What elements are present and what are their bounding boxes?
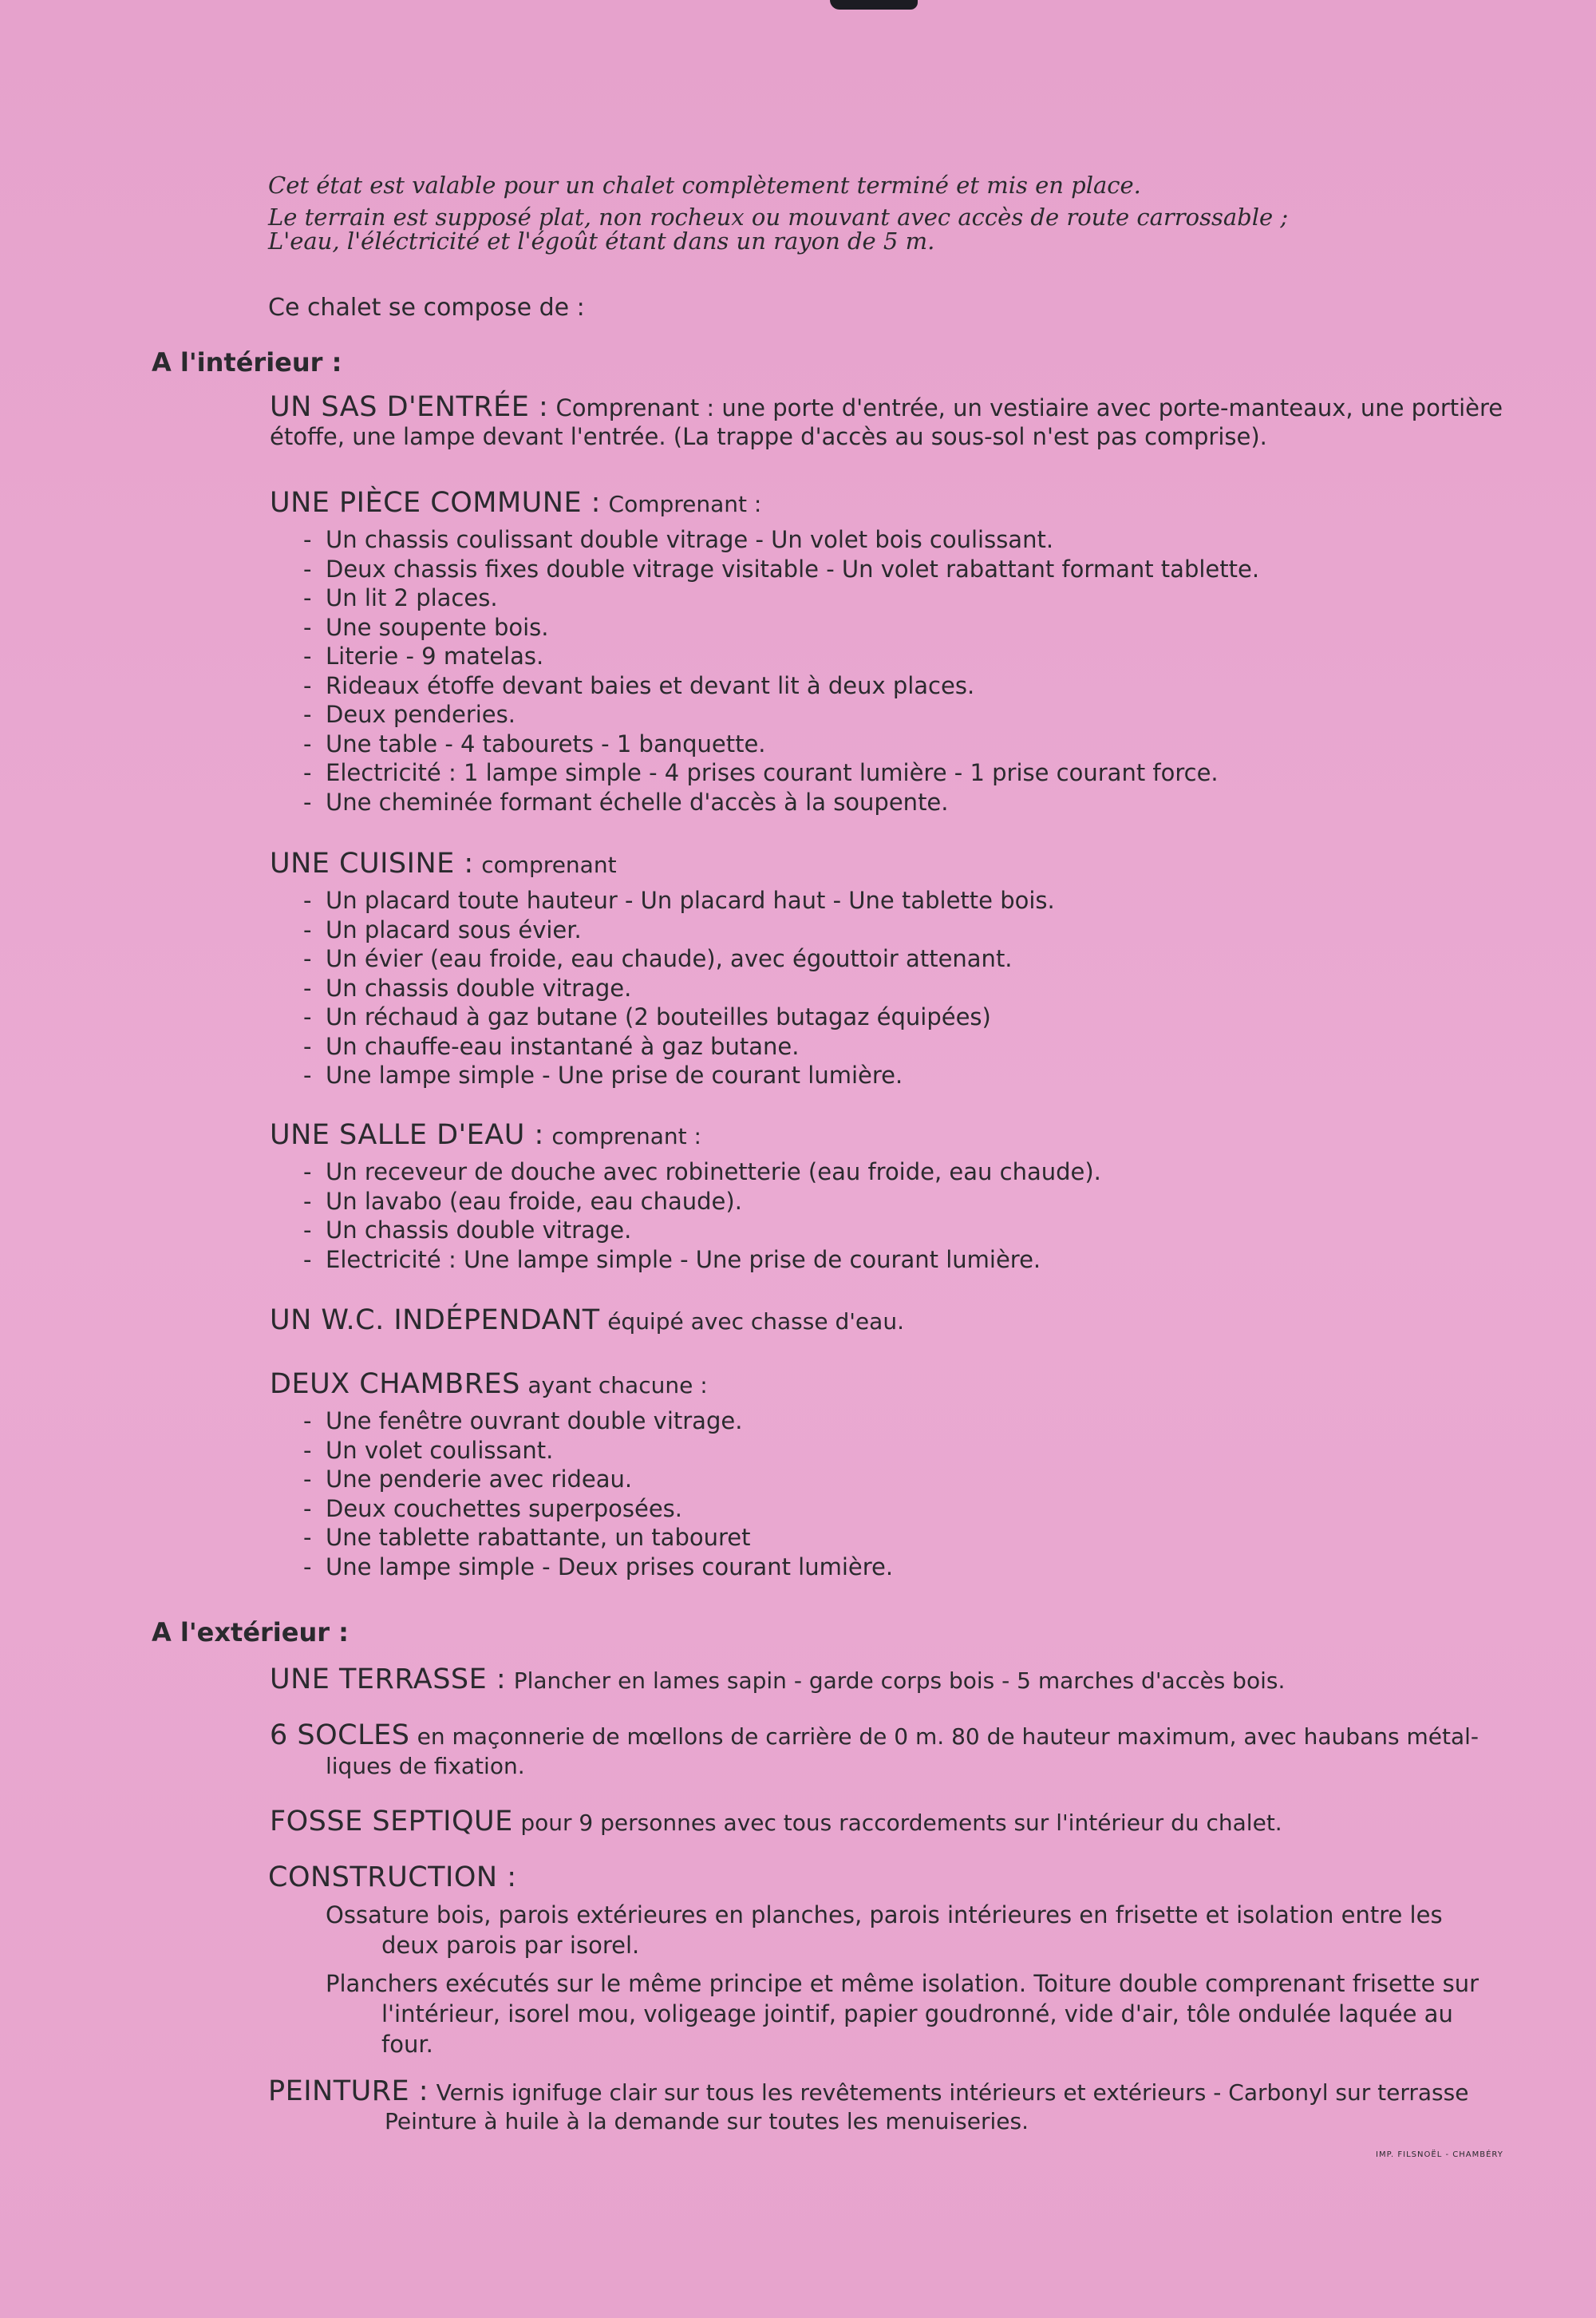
list-item: - Un chassis double vitrage. <box>326 974 1547 1003</box>
section-salle-d-eau <box>270 1119 1547 1274</box>
list-item: - Un lavabo (eau froide, eau chaude). <box>326 1187 1547 1216</box>
list-item: - Une cheminée formant échelle d'accès à la soupente. <box>326 788 1547 817</box>
compose-line: Ce chalet se compose de : <box>268 294 585 322</box>
intro-line-3: L'eau, l'éléctricité et l'égoût étant dans un rayon de 5 m. <box>268 227 935 255</box>
section-wc <box>270 1304 1547 1336</box>
socles-line-1: en maçonnerie de mœllons de carrière de 0 m. 80 de hauteur maximum, avec haubans métal- <box>417 1723 1479 1750</box>
exterior-heading: A l'extérieur : <box>152 1617 349 1648</box>
construction-p2-line-3: four. <box>381 2031 433 2058</box>
chambres-desc: ayant chacune : <box>527 1372 708 1398</box>
peinture-line-2: Peinture à huile à la demande sur toutes les menuiseries. <box>385 2108 1029 2134</box>
printer-imprint: IMP. FILSNOËL - CHAMBÉRY <box>1376 2150 1503 2159</box>
piece-title: UNE PIÈCE COMMUNE : <box>270 487 601 519</box>
section-peinture <box>268 2075 1545 2135</box>
cuisine-items <box>270 886 1547 1090</box>
construction-para-1 <box>326 1900 1545 1960</box>
list-item: - Une penderie avec rideau. <box>326 1465 1547 1494</box>
sas-line-2: étoffe, une lampe devant l'entrée. (La trappe d'accès au sous-sol n'est pas comprise). <box>270 423 1267 450</box>
list-item: - Electricité : Une lampe simple - Une prise de courant lumière. <box>326 1245 1547 1275</box>
list-item: - Deux couchettes superposées. <box>326 1494 1547 1524</box>
fosse-title: FOSSE SEPTIQUE <box>270 1806 513 1837</box>
salle-title: UNE SALLE D'EAU : <box>270 1119 544 1151</box>
interior-heading: A l'intérieur : <box>152 347 342 378</box>
cuisine-title: UNE CUISINE : <box>270 848 474 880</box>
socles-title: 6 SOCLES <box>270 1719 410 1751</box>
section-socles <box>270 1721 1547 1781</box>
intro-line-1: Cet état est valable pour un chalet complètement terminé et mis en place. <box>268 172 1141 199</box>
torn-edge-mark <box>830 0 918 10</box>
peinture-title: PEINTURE : <box>268 2075 429 2107</box>
list-item: - Un chauffe-eau instantané à gaz butane. <box>326 1032 1547 1062</box>
section-chambres <box>270 1368 1547 1581</box>
chambres-items <box>270 1406 1547 1581</box>
list-item: - Un volet coulissant. <box>326 1436 1547 1466</box>
wc-title: UN W.C. INDÉPENDANT <box>270 1304 600 1336</box>
construction-p1-line-2: deux parois par isorel. <box>381 1932 640 1959</box>
list-item: - Une lampe simple - Deux prises courant lumière. <box>326 1553 1547 1582</box>
list-item: - Un évier (eau froide, eau chaude), avec égouttoir attenant. <box>326 944 1547 974</box>
terrasse-desc: Plancher en lames sapin - garde corps bois - 5 marches d'accès bois. <box>513 1667 1286 1694</box>
section-terrasse <box>270 1663 1547 1695</box>
list-item: - Un placard sous évier. <box>326 916 1547 945</box>
fosse-desc: pour 9 personnes avec tous raccordements sur l'intérieur du chalet. <box>520 1810 1282 1836</box>
list-item: - Une fenêtre ouvrant double vitrage. <box>326 1406 1547 1436</box>
list-item: - Deux chassis fixes double vitrage visitable - Un volet rabattant formant tablette. <box>326 555 1547 584</box>
sas-line-1: Comprenant : une porte d'entrée, un vestiaire avec porte-manteaux, une portière <box>555 394 1503 421</box>
intro-line-2: Le terrain est supposé plat, non rocheux ou mouvant avec accès de route carrossable ; <box>268 204 1289 231</box>
list-item: - Une table - 4 tabourets - 1 banquette. <box>326 730 1547 759</box>
salle-desc: comprenant : <box>551 1123 701 1149</box>
list-item: - Deux penderies. <box>326 700 1547 730</box>
list-item: - Electricité : 1 lampe simple - 4 prises courant lumière - 1 prise courant force. <box>326 758 1547 788</box>
section-construction <box>268 1861 1545 2067</box>
wc-desc: équipé avec chasse d'eau. <box>607 1308 904 1335</box>
construction-title: CONSTRUCTION : <box>268 1861 517 1893</box>
list-item: - Un receveur de douche avec robinetterie (eau froide, eau chaude). <box>326 1157 1547 1187</box>
list-item: - Un lit 2 places. <box>326 583 1547 613</box>
section-cuisine <box>270 848 1547 1090</box>
list-item: - Une lampe simple - Une prise de courant lumière. <box>326 1061 1547 1090</box>
section-piece-commune <box>270 487 1547 817</box>
construction-p2-line-2: l'intérieur, isorel mou, voligeage jointif, papier goudronné, vide d'air, tôle ondulée laquée au <box>381 2000 1453 2027</box>
list-item: - Rideaux étoffe devant baies et devant lit à deux places. <box>326 671 1547 701</box>
chambres-title: DEUX CHAMBRES <box>270 1368 520 1400</box>
intro-block <box>268 168 1385 259</box>
section-sas <box>270 393 1547 451</box>
cuisine-desc: comprenant <box>481 852 617 878</box>
list-item: - Une soupente bois. <box>326 613 1547 643</box>
list-item: - Un chassis double vitrage. <box>326 1216 1547 1245</box>
terrasse-title: UNE TERRASSE : <box>270 1663 507 1695</box>
list-item: - Literie - 9 matelas. <box>326 642 1547 671</box>
list-item: - Un chassis coulissant double vitrage - Un volet bois coulissant. <box>326 525 1547 555</box>
salle-items <box>270 1157 1547 1274</box>
section-fosse <box>270 1806 1547 1837</box>
piece-items <box>270 525 1547 817</box>
list-item: - Une tablette rabattante, un tabouret <box>326 1523 1547 1553</box>
construction-p1-line-1: Ossature bois, parois extérieures en planches, parois intérieures en frisette et isolation entre les <box>326 1901 1443 1928</box>
sas-title: UN SAS D'ENTRÉE : <box>270 391 549 423</box>
socles-line-2: liques de fixation. <box>326 1753 525 1779</box>
list-item: - Un réchaud à gaz butane (2 bouteilles butagaz équipées) <box>326 1003 1547 1032</box>
list-item: - Un placard toute hauteur - Un placard haut - Une tablette bois. <box>326 886 1547 916</box>
piece-desc: Comprenant : <box>608 491 762 517</box>
construction-para-2 <box>326 1968 1545 2059</box>
peinture-line-1: Vernis ignifuge clair sur tous les revêtements intérieurs et extérieurs - Carbonyl sur terrasse <box>436 2079 1469 2106</box>
construction-p2-line-1: Planchers exécutés sur le même principe et même isolation. Toiture double comprenant frisette sur <box>326 1970 1479 1997</box>
